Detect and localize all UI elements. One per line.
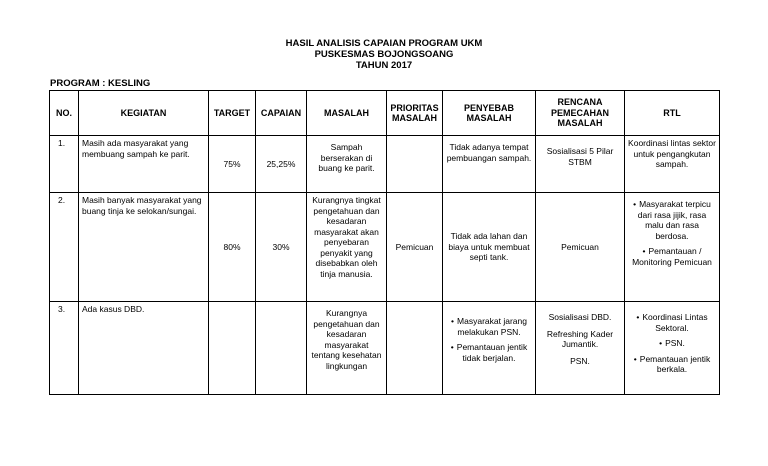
cell-rtl bbox=[625, 302, 720, 395]
cell-masalah: Sampah berserakan di buang ke parit. bbox=[307, 136, 387, 193]
cell-kegiatan: Masih banyak masyarakat yang buang tinja ke selokan/sungai. bbox=[79, 193, 209, 302]
rencana-item: PSN. bbox=[570, 355, 590, 366]
cell-rencana: Pemicuan bbox=[536, 193, 625, 302]
cell-rencana: Sosialisasi 5 Pilar STBM bbox=[536, 136, 625, 193]
cell-masalah: Kurangnya tingkat pengetahuan dan kesadaran masyarakat akan penyebaran penyakit yang disebabkan oleh tinja manusia. bbox=[307, 193, 387, 302]
list-item: • Koordinasi Lintas Sektoral. bbox=[628, 312, 716, 333]
penyebab-list bbox=[446, 316, 532, 363]
header-capaian: CAPAIAN bbox=[256, 91, 307, 136]
list-item: • Masyarakat terpicu dari rasa jijik, rasa malu dan rasa berdosa. bbox=[628, 199, 716, 241]
cell-kegiatan: Ada kasus DBD. bbox=[79, 302, 209, 395]
cell-target bbox=[209, 302, 256, 395]
rencana-item: Refreshing Kader Jumantik. bbox=[546, 328, 614, 349]
cell-rtl bbox=[625, 193, 720, 302]
table-row bbox=[50, 302, 720, 395]
list-item: • Pemantauan jentik berkala. bbox=[628, 354, 716, 375]
analysis-table bbox=[49, 90, 720, 395]
cell-no: 1. bbox=[50, 136, 79, 193]
header-masalah: MASALAH bbox=[307, 91, 387, 136]
rtl-list bbox=[628, 199, 716, 267]
program-label: PROGRAM : KESLING bbox=[50, 78, 151, 89]
cell-capaian bbox=[256, 302, 307, 395]
table-row bbox=[50, 136, 720, 193]
cell-kegiatan: Masih ada masyarakat yang membuang sampah ke parit. bbox=[79, 136, 209, 193]
report-subtitle-year: TAHUN 2017 bbox=[355, 60, 413, 71]
report-title: HASIL ANALISIS CAPAIAN PROGRAM UKM bbox=[285, 38, 483, 49]
rencana-item: Sosialisasi DBD. bbox=[548, 312, 612, 322]
table-row bbox=[50, 193, 720, 302]
header-kegiatan: KEGIATAN bbox=[79, 91, 209, 136]
header-target: TARGET bbox=[209, 91, 256, 136]
cell-rencana bbox=[536, 302, 625, 395]
rtl-list bbox=[628, 312, 716, 375]
cell-capaian: 25,25% bbox=[256, 136, 307, 193]
cell-rtl: Koordinasi lintas sektor untuk pengangkutan sampah. bbox=[625, 136, 720, 193]
list-item: • PSN. bbox=[628, 338, 716, 349]
header-rencana-pemecahan: RENCANA PEMECAHAN MASALAH bbox=[536, 91, 625, 136]
header-penyebab-masalah: PENYEBAB MASALAH bbox=[443, 91, 536, 136]
list-item: • Pemantauan jentik tidak berjalan. bbox=[446, 342, 532, 363]
cell-penyebab: Tidak adanya tempat pembuangan sampah. bbox=[443, 136, 536, 193]
cell-prioritas: Pemicuan bbox=[387, 193, 443, 302]
header-no: NO. bbox=[50, 91, 79, 136]
header-rtl: RTL bbox=[625, 91, 720, 136]
list-item: • Pemantauan / Monitoring Pemicuan bbox=[628, 246, 716, 267]
cell-target: 80% bbox=[209, 193, 256, 302]
table-header-row bbox=[50, 91, 720, 136]
cell-prioritas bbox=[387, 302, 443, 395]
header-prioritas-masalah: PRIORITAS MASALAH bbox=[387, 91, 443, 136]
cell-no: 2. bbox=[50, 193, 79, 302]
cell-capaian: 30% bbox=[256, 193, 307, 302]
cell-no: 3. bbox=[50, 302, 79, 395]
cell-masalah: Kurangnya pengetahuan dan kesadaran masyarakat tentang kesehatan lingkungan bbox=[307, 302, 387, 395]
cell-penyebab bbox=[443, 302, 536, 395]
list-item: • Masyarakat jarang melakukan PSN. bbox=[446, 316, 532, 337]
cell-target: 75% bbox=[209, 136, 256, 193]
report-subtitle-puskesmas: PUSKESMAS BOJONGSOANG bbox=[314, 49, 454, 60]
cell-penyebab: Tidak ada lahan dan biaya untuk membuat septi tank. bbox=[443, 193, 536, 302]
cell-prioritas bbox=[387, 136, 443, 193]
